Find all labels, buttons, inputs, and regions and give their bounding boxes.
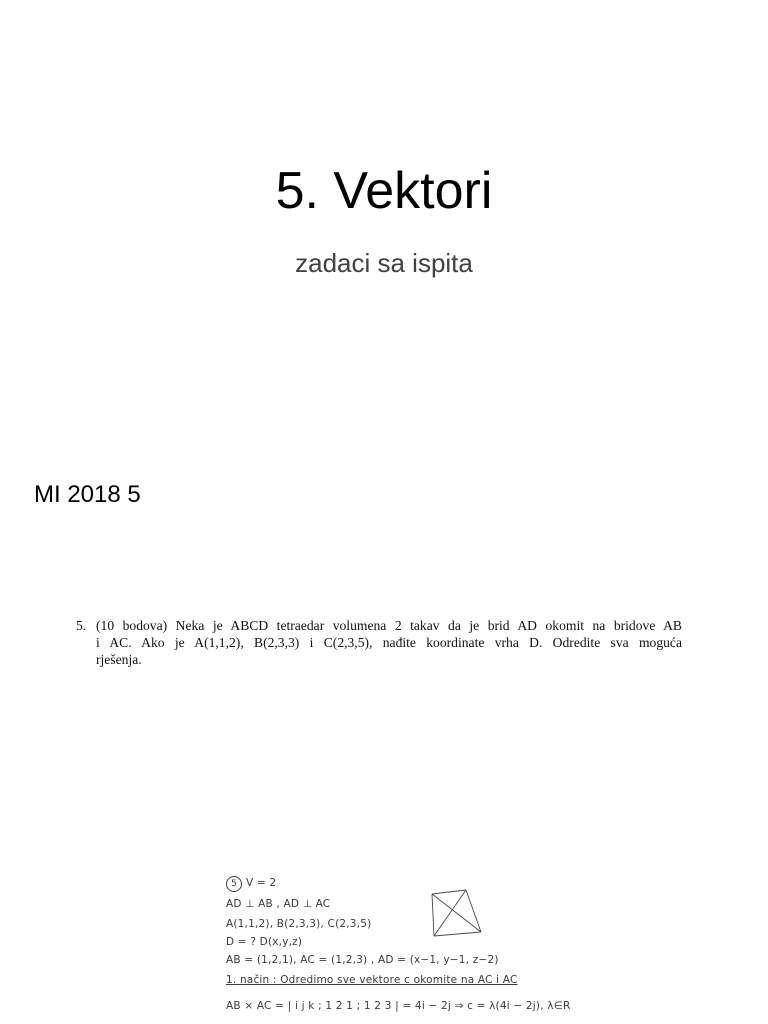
slide-title: 5. Vektori xyxy=(275,162,493,220)
hw-line-2: AD ⊥ AB , AD ⊥ AC xyxy=(226,898,331,910)
hw-line-5: AB = (1,2,1), AC = (1,2,3) , AD = (x−1, y−1, z−2) xyxy=(226,954,499,966)
hw-volume: V = 2 xyxy=(246,877,277,889)
hw-line-3: A(1,1,2), B(2,3,3), C(2,3,5) xyxy=(226,918,372,930)
circled-number: 5 xyxy=(226,876,242,892)
section-label: MI 2018 5 xyxy=(34,481,141,508)
problem-number: 5. xyxy=(76,618,87,633)
problem-line-1: (10 bodova) Neka je ABCD tetraedar volumena 2 takav da je brid AD okomit na bridove AB xyxy=(96,618,682,633)
tetrahedron-sketch-icon xyxy=(426,888,496,948)
hw-line-4: D = ? D(x,y,z) xyxy=(226,936,303,948)
slide-subtitle: zadaci sa ispita xyxy=(295,248,473,278)
hw-line-7: AB × AC = | i j k ; 1 2 1 ; 1 2 3 | = 4i − 2j ⇒ c = λ(4i − 2j), λ∈R xyxy=(226,1000,571,1012)
hw-line-1 xyxy=(226,876,276,892)
problem-line-3: rješenja. xyxy=(96,652,142,667)
problem-statement xyxy=(74,617,682,668)
hw-line-6: 1. način : Odredimo sve vektore c okomite na AC i AC xyxy=(226,974,518,986)
problem-line-2: i AC. Ako je A(1,1,2), B(2,3,3) i C(2,3,5), nađite koordinate vrha D. Odredite sva moguća xyxy=(96,635,682,650)
handwritten-solution xyxy=(226,872,571,1024)
